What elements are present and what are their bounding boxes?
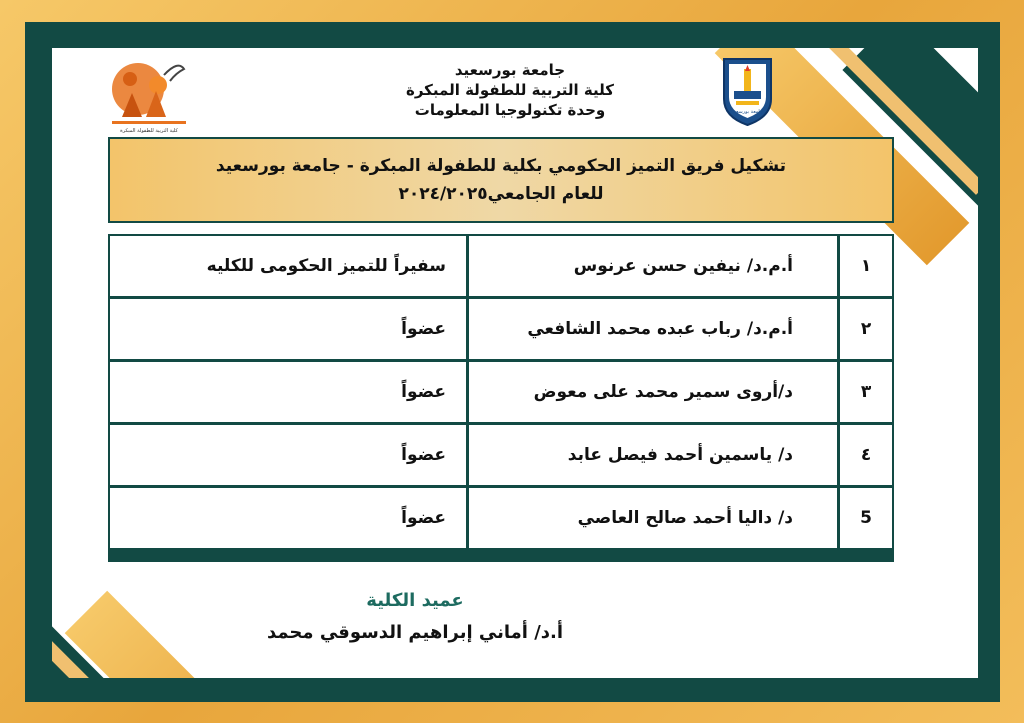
- institution-header: [360, 60, 660, 120]
- member-name: أ.م.د/ رباب عبده محمد الشافعي: [469, 299, 837, 359]
- member-role: عضواً: [110, 488, 466, 548]
- table-row: [110, 299, 892, 359]
- row-number: 5: [840, 488, 892, 548]
- svg-text:كلية التربية للطفولة المبكرة: كلية التربية للطفولة المبكرة: [120, 128, 178, 134]
- university-name: جامعة بورسعيد: [454, 61, 566, 79]
- member-name: د/ ياسمين أحمد فيصل عابد: [469, 425, 837, 485]
- table-row: [110, 425, 892, 485]
- dean-title: عميد الكلية: [366, 590, 464, 611]
- member-role: عضواً: [110, 425, 466, 485]
- unit-name: وحدة تكنولوجيا المعلومات: [414, 101, 606, 119]
- table-row: [110, 362, 892, 422]
- member-name: د/ داليا أحمد صالح العاصي: [469, 488, 837, 548]
- table-row: [110, 488, 892, 548]
- member-name: أ.م.د/ نيفين حسن عرنوس: [469, 236, 837, 296]
- title-line-2: للعام الجامعي٢٠٢٤/٢٠٢٥: [398, 184, 604, 204]
- member-role: عضواً: [110, 299, 466, 359]
- table-row: [110, 236, 892, 296]
- team-table: [108, 234, 894, 562]
- member-role: سفيراً للتميز الحكومى للكليه: [110, 236, 466, 296]
- dean-name: أ.د/ أماني إبراهيم الدسوقي محمد: [266, 622, 564, 643]
- title-line-1: تشكيل فريق التميز الحكومي بكلية للطفولة المبكرة - جامعة بورسعيد: [215, 156, 787, 176]
- row-number: ١: [840, 236, 892, 296]
- document-title-box: [108, 137, 894, 223]
- row-number: ٣: [840, 362, 892, 422]
- faculty-logo: [108, 55, 190, 135]
- university-logo: [720, 55, 775, 127]
- faculty-name: كلية التربية للطفولة المبكرة: [406, 81, 614, 99]
- member-name: د/أروى سمير محمد على معوض: [469, 362, 837, 422]
- row-number: ٢: [840, 299, 892, 359]
- svg-text:جامعة بورسعيد: جامعة بورسعيد: [731, 109, 764, 115]
- member-role: عضواً: [110, 362, 466, 422]
- row-number: ٤: [840, 425, 892, 485]
